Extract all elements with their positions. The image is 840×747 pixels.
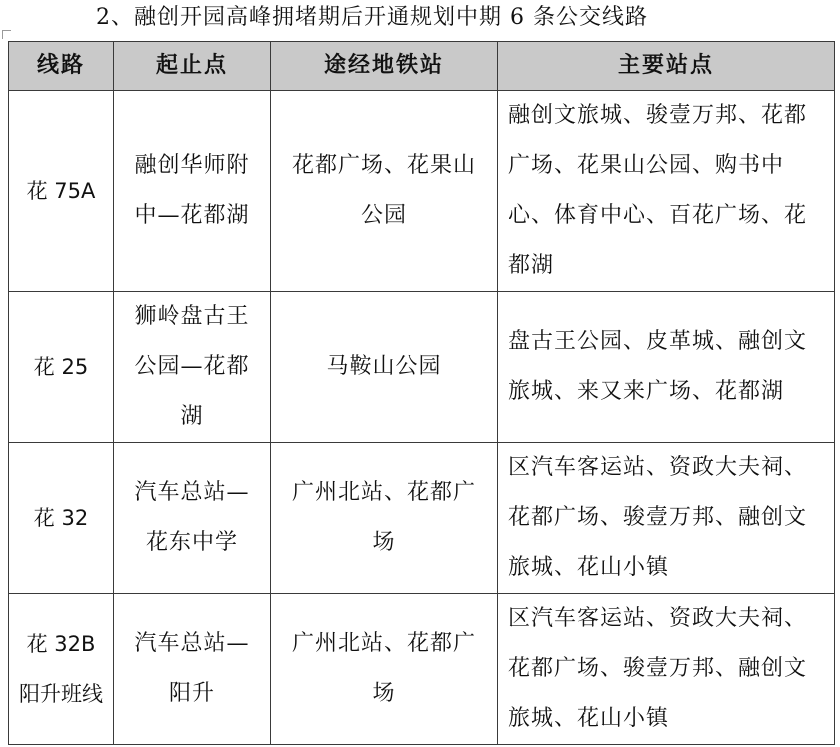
route-line-cell: 花 75A bbox=[9, 91, 114, 292]
route-metro-cell: 花都广场、花果山公园 bbox=[271, 91, 498, 292]
header-metro: 途经地铁站 bbox=[271, 42, 498, 91]
page-corner-mark bbox=[2, 30, 11, 39]
route-metro-cell: 广州北站、花都广场 bbox=[271, 594, 498, 745]
route-metro-cell: 广州北站、花都广场 bbox=[271, 443, 498, 594]
route-stops-cell: 盘古王公园、皮革城、融创文旅城、来又来广场、花都湖 bbox=[498, 292, 835, 443]
route-line-cell: 花 32 bbox=[9, 443, 114, 594]
header-row bbox=[9, 42, 835, 91]
table-header bbox=[9, 42, 835, 91]
route-metro-cell: 马鞍山公园 bbox=[271, 292, 498, 443]
route-stops-cell: 区汽车客运站、资政大夫祠、花都广场、骏壹万邦、融创文旅城、花山小镇 bbox=[498, 594, 835, 745]
bus-routes-table bbox=[8, 41, 835, 745]
table-body bbox=[9, 91, 835, 745]
header-line: 线路 bbox=[9, 42, 114, 91]
route-stops-cell: 区汽车客运站、资政大夫祠、花都广场、骏壹万邦、融创文旅城、花山小镇 bbox=[498, 443, 835, 594]
route-range-cell: 狮岭盘古王公园—花都湖 bbox=[114, 292, 271, 443]
route-range-cell: 融创华师附中—花都湖 bbox=[114, 91, 271, 292]
table-row bbox=[9, 91, 835, 292]
table-row bbox=[9, 594, 835, 745]
route-line-cell: 花 32B 阳升班线 bbox=[9, 594, 114, 745]
route-stops-cell: 融创文旅城、骏壹万邦、花都广场、花果山公园、购书中心、体育中心、百花广场、花都湖 bbox=[498, 91, 835, 292]
table-row bbox=[9, 292, 835, 443]
header-stops: 主要站点 bbox=[498, 42, 835, 91]
header-range: 起止点 bbox=[114, 42, 271, 91]
route-range-cell: 汽车总站—阳升 bbox=[114, 594, 271, 745]
table-row bbox=[9, 443, 835, 594]
route-range-cell: 汽车总站—花东中学 bbox=[114, 443, 271, 594]
route-line-cell: 花 25 bbox=[9, 292, 114, 443]
section-title: 2、融创开园高峰拥堵期后开通规划中期 6 条公交线路 bbox=[96, 5, 648, 30]
